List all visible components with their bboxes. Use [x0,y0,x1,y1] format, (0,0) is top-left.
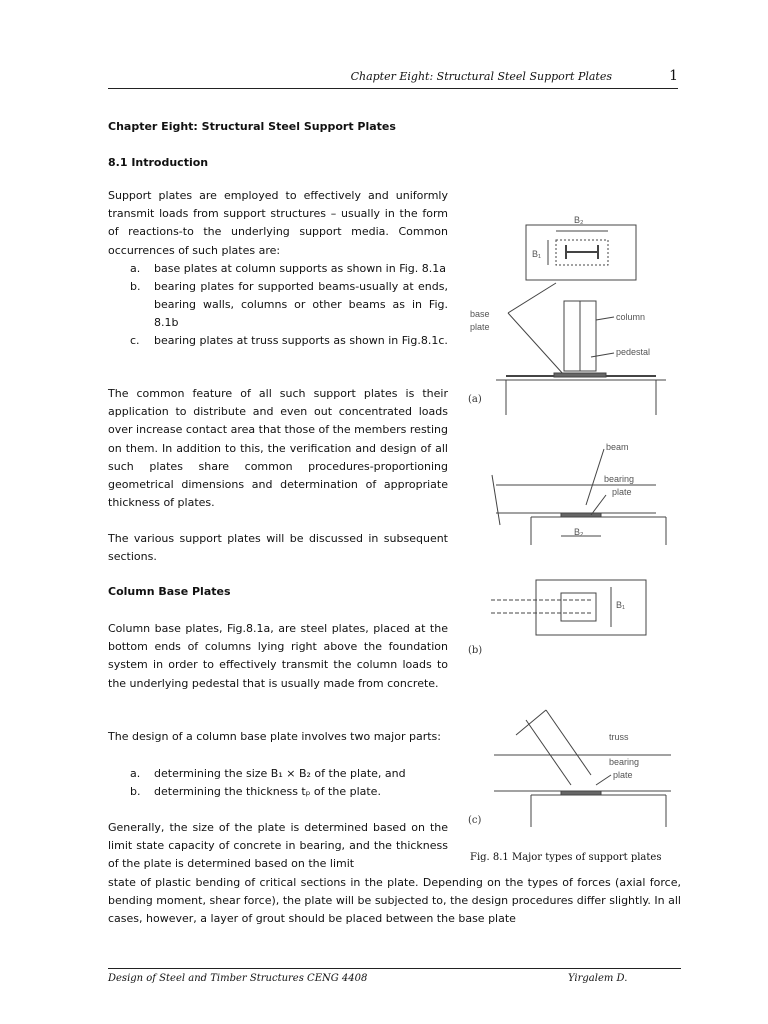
list-marker: a. [130,262,141,275]
label-b: (b) [468,645,483,656]
list-marker: b. [130,280,141,293]
label-beam: beam [606,442,629,452]
list-marker: a. [130,767,141,780]
footer-author: Yirgalem D. [568,973,628,984]
intro-paragraph-2: The common feature of all such support plates is their application to distribute and even out concentrated loads over increase contact area that those of the members resting on them. In addition to this, the verification and design of all such plates share common procedures-proportioning geometrical dimensions and determination of appropriate thickness of plates. [108,387,448,510]
label-truss: truss [609,732,629,742]
list-text: determining the size B₁ × B₂ of the plate, and [154,767,406,780]
label-pedestal: pedestal [616,347,651,357]
label-column: column [616,312,646,322]
label-bearing-c: bearing [609,757,640,767]
list-item [108,278,448,332]
column-base-paragraph-4: state of plastic bending of critical sections in the plate. Depending on the types of forces (axial force, bending moment, shear force), the plate will be subjected to, the design procedures differ slightly. In all cases, however, a layer of grout should be placed between the base plate [108,876,681,926]
list-text: bearing plates at truss supports as shown in Fig.8.1c. [154,334,448,347]
list-text: base plates at column supports as shown in Fig. 8.1a [154,262,446,275]
label-c: (c) [468,815,482,826]
label-base: base [470,309,490,319]
list-marker: c. [130,334,140,347]
label-plate-c: plate [613,770,633,780]
figure-drawing [466,195,681,880]
support-plates-figure [466,195,681,880]
page-header [108,70,678,89]
header-title: Chapter Eight: Structural Steel Support Plates [350,70,612,83]
label-b2-lower: B₂ [574,527,584,537]
page-number: 1 [669,68,678,84]
label-plate: plate [470,322,490,332]
intro-list [108,260,448,350]
label-plate-b: plate [612,487,632,497]
column-base-paragraph-3: Generally, the size of the plate is determined based on the limit state capacity of concrete in bearing, and the thickness of the plate is determined based on the limit [108,821,448,871]
list-marker: b. [130,785,141,798]
intro-heading: 8.1 Introduction [108,156,209,169]
list-item [108,260,448,278]
intro-paragraph-3: The various support plates will be discussed in subsequent sections. [108,532,448,564]
list-item [108,332,448,350]
label-b1: B₁ [532,249,542,259]
list-text: determining the thickness tₚ of the plate. [154,785,381,798]
list-text: bearing plates for supported beams-usually at ends, bearing walls, columns or other beams as in Fig. 8.1b [154,280,448,329]
label-bearing: bearing [604,474,635,484]
column-base-heading: Column Base Plates [108,585,231,598]
page-footer [108,968,681,984]
chapter-title: Chapter Eight: Structural Steel Support Plates [108,120,396,133]
figure-caption: Fig. 8.1 Major types of support plates [470,852,662,863]
column-base-paragraph-1: Column base plates, Fig.8.1a, are steel plates, placed at the bottom ends of columns lying right above the foundation system in order to effectively transmit the column loads to the underlying pedestal that is usually made from concrete. [108,622,448,690]
column-base-paragraph-2: The design of a column base plate involves two major parts: [108,730,441,743]
intro-paragraph: Support plates are employed to effectively and uniformly transmit loads from support structures – usually in the form of reactions-to the underlying support media. Common occurrences of such plates are: [108,189,448,257]
label-a: (a) [468,394,482,405]
column-base-list [108,765,448,801]
label-b2: B₂ [574,215,584,225]
label-b1-lower: B₁ [616,600,626,610]
list-item [108,783,448,801]
footer-course: Design of Steel and Timber Structures CENG 4408 [108,973,368,984]
list-item [108,765,448,783]
